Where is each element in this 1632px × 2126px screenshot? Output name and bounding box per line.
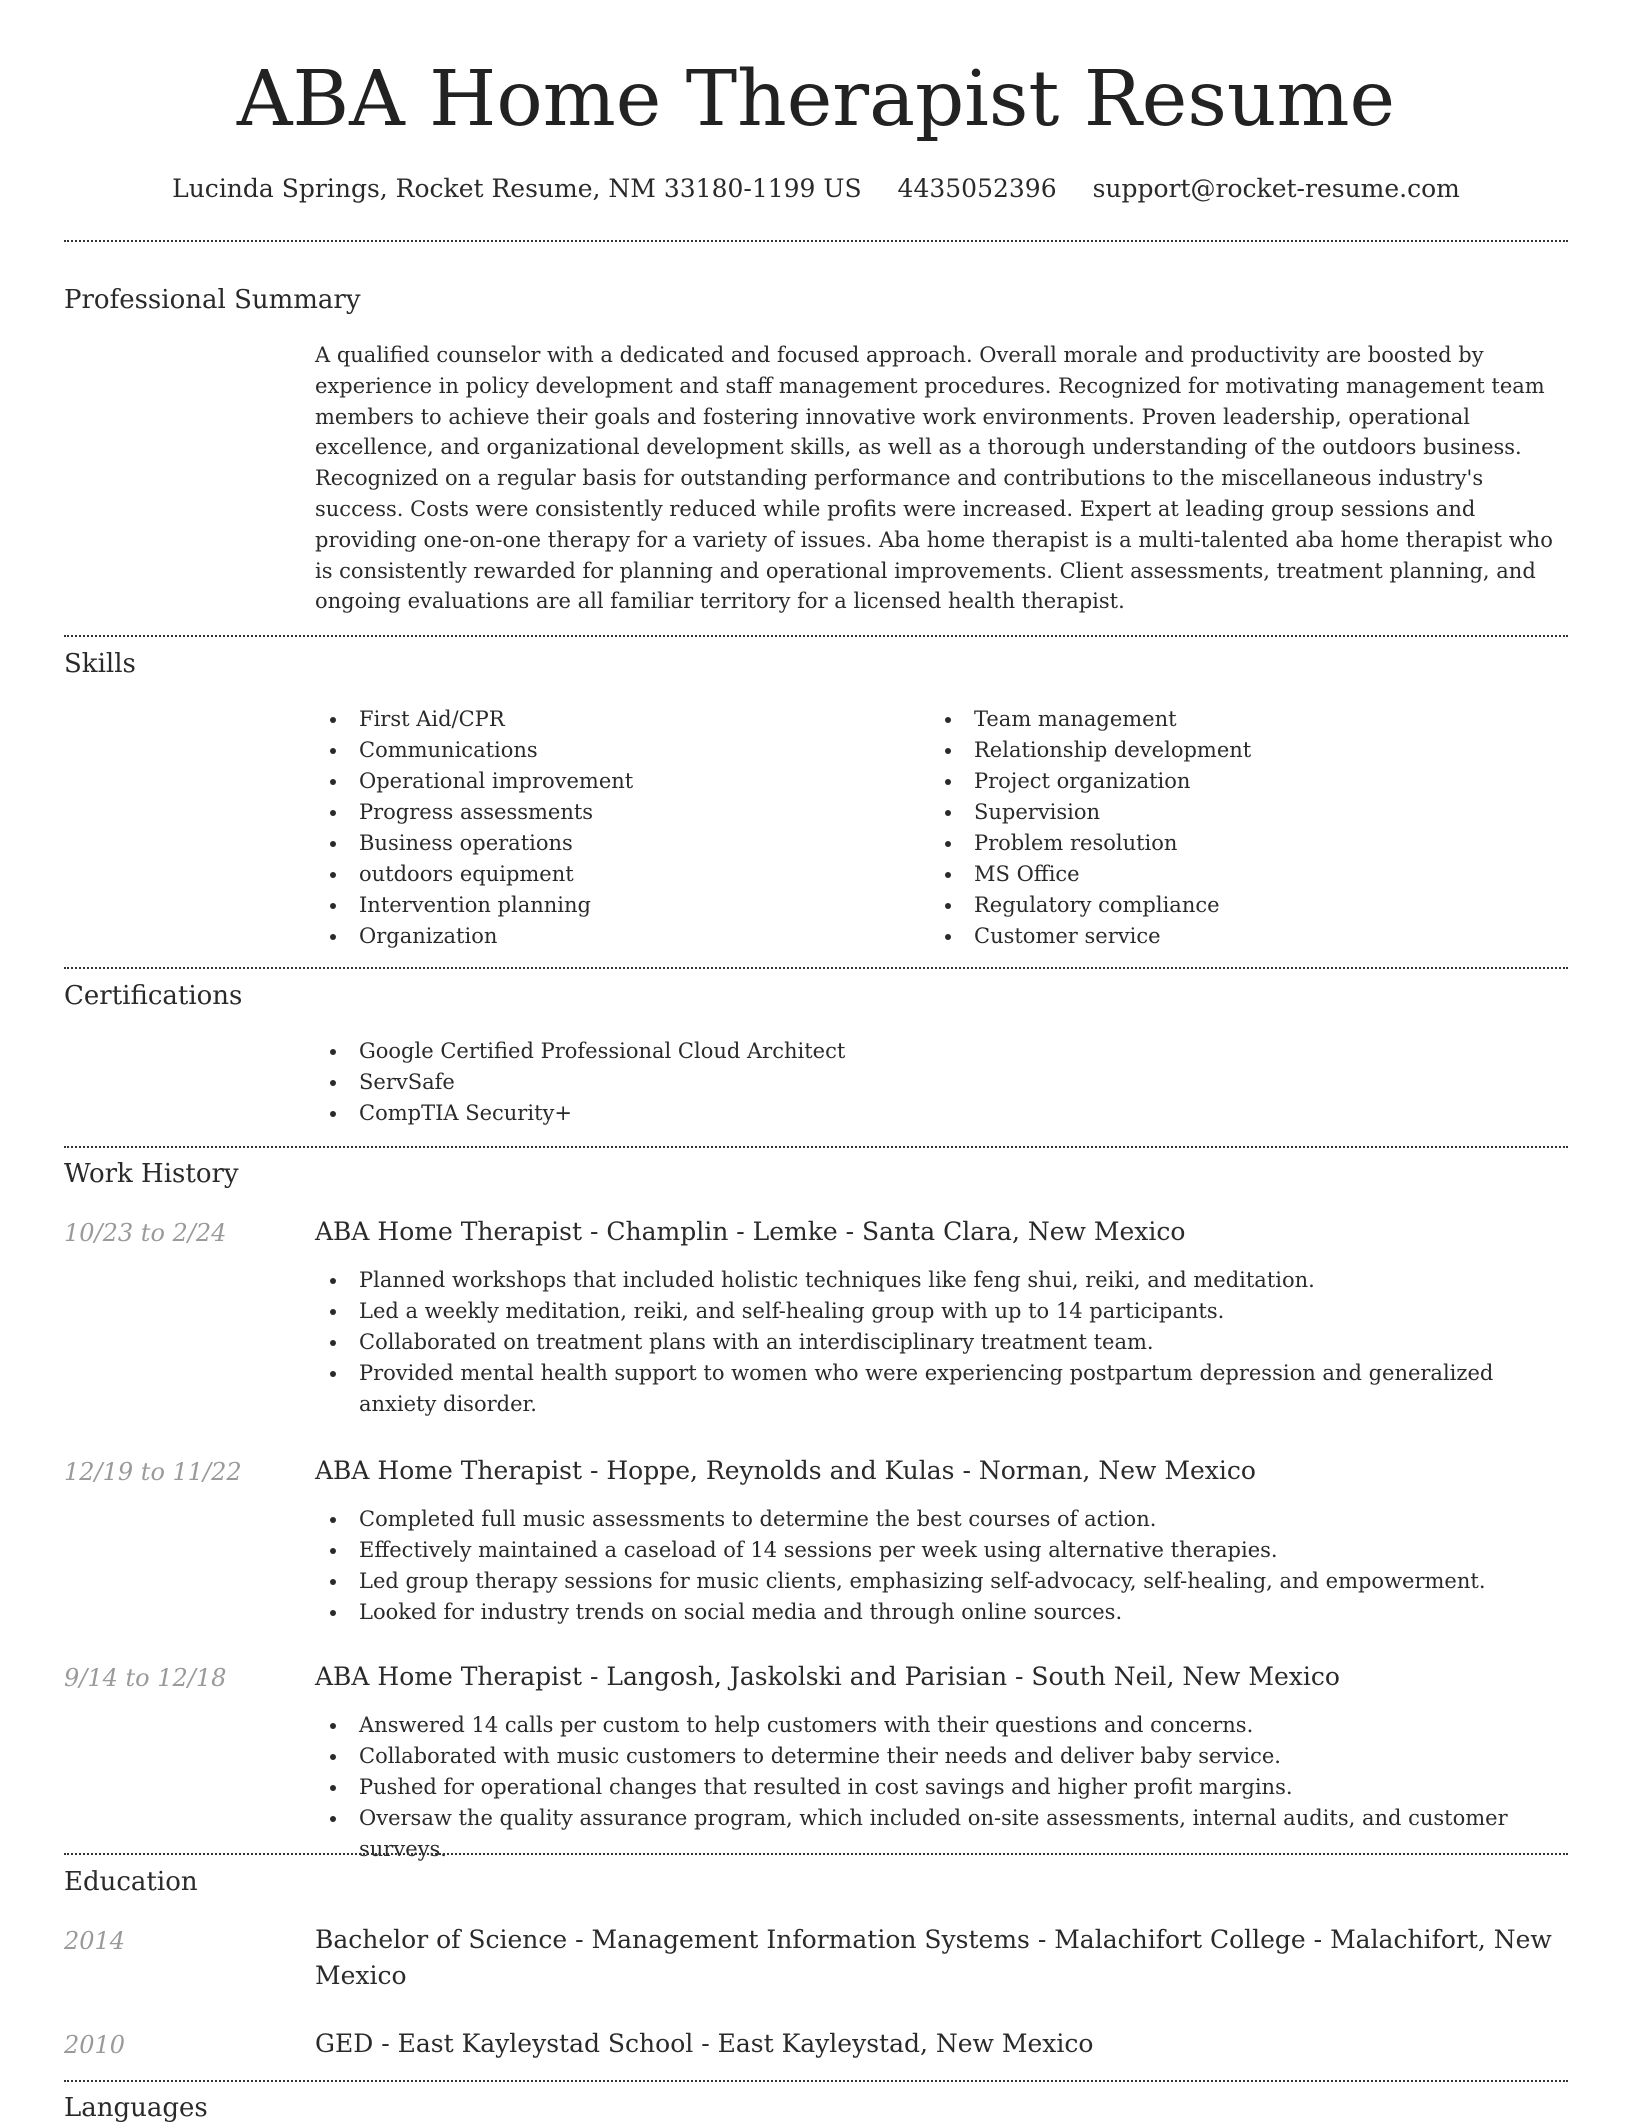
job-dates: 10/23 to 2/24 [64, 1219, 227, 1247]
education-heading: Education [64, 1867, 198, 1897]
education-year: 2010 [64, 2031, 126, 2059]
section-divider [64, 240, 1568, 242]
contact-address: Lucinda Springs, Rocket Resume, NM 33180-1199 US [172, 174, 862, 203]
skill-item: Project organization [930, 766, 1530, 797]
job-bullet: Pushed for operational changes that resulted in cost savings and higher profit margins. [315, 1772, 1565, 1803]
education-entry: Bachelor of Science - Management Information Systems - Malachifort College - Malachifort, New Mexico [315, 1925, 1552, 1990]
section-divider [64, 2080, 1568, 2082]
certification-item: ServSafe [315, 1067, 1565, 1098]
job-bullet: Collaborated on treatment plans with an interdisciplinary treatment team. [315, 1327, 1565, 1358]
job-bullet: Completed full music assessments to determine the best courses of action. [315, 1504, 1565, 1535]
skill-item: Customer service [930, 921, 1530, 952]
skill-item: Regulatory compliance [930, 890, 1530, 921]
skill-item: Intervention planning [315, 890, 875, 921]
skill-item: Problem resolution [930, 828, 1530, 859]
skill-item: Progress assessments [315, 797, 875, 828]
skill-item: MS Office [930, 859, 1530, 890]
job-bullets [315, 1504, 1565, 1628]
skill-item: outdoors equipment [315, 859, 875, 890]
summary-heading: Professional Summary [64, 285, 361, 315]
resume-title: ABA Home Therapist Resume [236, 55, 1396, 144]
section-divider [64, 967, 1568, 969]
contact-line [0, 170, 1632, 208]
section-divider [64, 1146, 1568, 1148]
summary-text: A qualified counselor with a dedicated and focused approach. Overall morale and productivity are boosted by experience in policy development and staff management procedures. Recognized for motivating management team members to achieve their goals and fostering innovative work environments. Proven leadership, operational excellence, and organizational development skills, as well as a thorough understanding of the outdoors business. Recognized on a regular basis for outstanding performance and contributions to the miscellaneous industry's success. Costs were consistently reduced while profits were increased. Expert at leading group sessions and providing one-on-one therapy for a variety of issues. Aba home therapist is a multi-talented aba home therapist who is consistently rewarded for planning and operational improvements. Client assessments, treatment planning, and ongoing evaluations are all familiar territory for a licensed health therapist. [315, 343, 1553, 614]
certification-item: Google Certified Professional Cloud Architect [315, 1036, 1565, 1067]
job-bullet: Provided mental health support to women who were experiencing postpartum depression and generalized anxiety disorder. [315, 1358, 1565, 1420]
job-title: ABA Home Therapist - Champlin - Lemke - Santa Clara, New Mexico [315, 1217, 1186, 1246]
job-title: ABA Home Therapist - Hoppe, Reynolds and Kulas - Norman, New Mexico [315, 1456, 1256, 1485]
job-dates: 12/19 to 11/22 [64, 1458, 242, 1486]
section-divider [64, 635, 1568, 637]
job-bullets [315, 1710, 1565, 1865]
job-bullet: Oversaw the quality assurance program, which included on-site assessments, internal audits, and customer surveys. [315, 1803, 1565, 1865]
skill-item: Organization [315, 921, 875, 952]
job-bullet: Effectively maintained a caseload of 14 sessions per week using alternative therapies. [315, 1535, 1565, 1566]
skills-heading: Skills [64, 649, 136, 679]
skill-item: Supervision [930, 797, 1530, 828]
contact-phone: 4435052396 [897, 174, 1057, 203]
certifications-heading: Certifications [64, 981, 243, 1011]
skill-item: Business operations [315, 828, 875, 859]
skill-item: First Aid/CPR [315, 704, 875, 735]
contact-email: support@rocket-resume.com [1092, 174, 1460, 203]
job-bullet: Collaborated with music customers to determine their needs and deliver baby service. [315, 1741, 1565, 1772]
skills-list-right [930, 704, 1530, 952]
job-bullet: Planned workshops that included holistic techniques like feng shui, reiki, and meditation. [315, 1265, 1565, 1296]
job-bullets [315, 1265, 1565, 1420]
skill-item: Team management [930, 704, 1530, 735]
job-dates: 9/14 to 12/18 [64, 1664, 227, 1692]
certifications-list [315, 1036, 1565, 1129]
education-year: 2014 [64, 1927, 126, 1955]
job-title: ABA Home Therapist - Langosh, Jaskolski and Parisian - South Neil, New Mexico [315, 1662, 1340, 1691]
work-history-heading: Work History [64, 1159, 239, 1189]
skill-item: Communications [315, 735, 875, 766]
languages-heading: Languages [64, 2093, 208, 2123]
certification-item: CompTIA Security+ [315, 1098, 1565, 1129]
skill-item: Relationship development [930, 735, 1530, 766]
job-bullet: Looked for industry trends on social media and through online sources. [315, 1597, 1565, 1628]
education-entry: GED - East Kayleystad School - East Kayleystad, New Mexico [315, 2029, 1094, 2058]
section-divider [64, 1853, 1568, 1855]
job-bullet: Answered 14 calls per custom to help customers with their questions and concerns. [315, 1710, 1565, 1741]
skill-item: Operational improvement [315, 766, 875, 797]
job-bullet: Led group therapy sessions for music clients, emphasizing self-advocacy, self-healing, and empowerment. [315, 1566, 1565, 1597]
job-bullet: Led a weekly meditation, reiki, and self-healing group with up to 14 participants. [315, 1296, 1565, 1327]
skills-list-left [315, 704, 875, 952]
